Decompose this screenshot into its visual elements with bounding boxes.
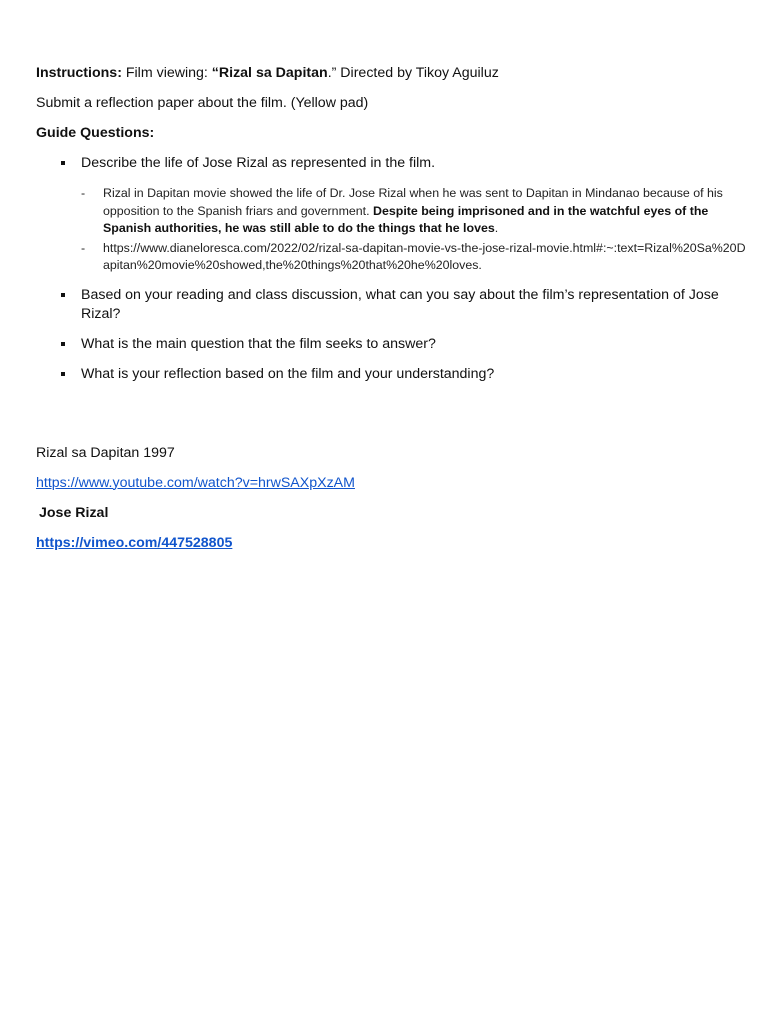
question-item <box>36 335 748 354</box>
guide-questions-list <box>36 154 748 384</box>
instructions-line <box>36 64 748 83</box>
film2-title: Jose Rizal <box>39 504 109 521</box>
answer-bold-text: Despite being imprisoned and in the watchful eyes of the Spanish authorities, he was still able to do the things that he loves <box>103 203 709 235</box>
question-text: Describe the life of Jose Rizal as represented in the film. <box>81 155 436 171</box>
film-title: “Rizal sa Dapitan <box>211 65 328 81</box>
youtube-link[interactable]: https://www.youtube.com/watch?v=hrwSAXpXzAM <box>36 474 355 491</box>
vimeo-link[interactable]: https://vimeo.com/447528805 <box>36 534 233 551</box>
guide-questions-heading <box>36 124 748 143</box>
source-url-text: https://www.dianeloresca.com/2022/02/rizal-sa-dapitan-movie-vs-the-jose-rizal-movie.html#:~:text=Rizal%20Sa%20Dapitan%20movie%20showed,the%20things%20that%20he%20loves. <box>103 240 746 272</box>
film1-title: Rizal sa Dapitan 1997 <box>36 444 175 461</box>
answer-sublist <box>81 185 748 275</box>
instructions-post-title: .” Directed by Tikoy Aguiluz <box>327 65 499 81</box>
dash-bullet-icon: - <box>81 240 86 255</box>
question-item <box>36 286 748 324</box>
square-bullet-icon <box>61 372 65 376</box>
dash-bullet-icon: - <box>81 186 86 200</box>
instructions-pre-title: Film viewing: <box>121 65 212 81</box>
square-bullet-icon <box>61 293 65 297</box>
instructions-label: Instructions: <box>36 65 122 81</box>
question-text: Based on your reading and class discussion, what can you say about the film’s representation of Jose Rizal? <box>81 286 719 322</box>
answer-end: . <box>494 221 499 235</box>
source-item <box>81 240 748 275</box>
question-item <box>36 365 748 384</box>
guide-questions-heading-text: Guide Questions: <box>36 125 155 141</box>
question-item <box>36 154 748 275</box>
square-bullet-icon <box>61 161 65 165</box>
submit-line: Submit a reflection paper about the film. (Yellow pad) <box>36 95 369 111</box>
answer-item <box>81 185 748 238</box>
question-text: What is your reflection based on the film and your understanding? <box>81 365 495 382</box>
resources-section <box>36 444 748 553</box>
answer-text: Rizal in Dapitan movie showed the life of Dr. Jose Rizal when he was sent to Dapitan in Mindanao because of his opposition to the Spanish friars and government. <box>103 186 723 218</box>
question-text: What is the main question that the film seeks to answer? <box>81 335 436 352</box>
square-bullet-icon <box>61 342 65 346</box>
